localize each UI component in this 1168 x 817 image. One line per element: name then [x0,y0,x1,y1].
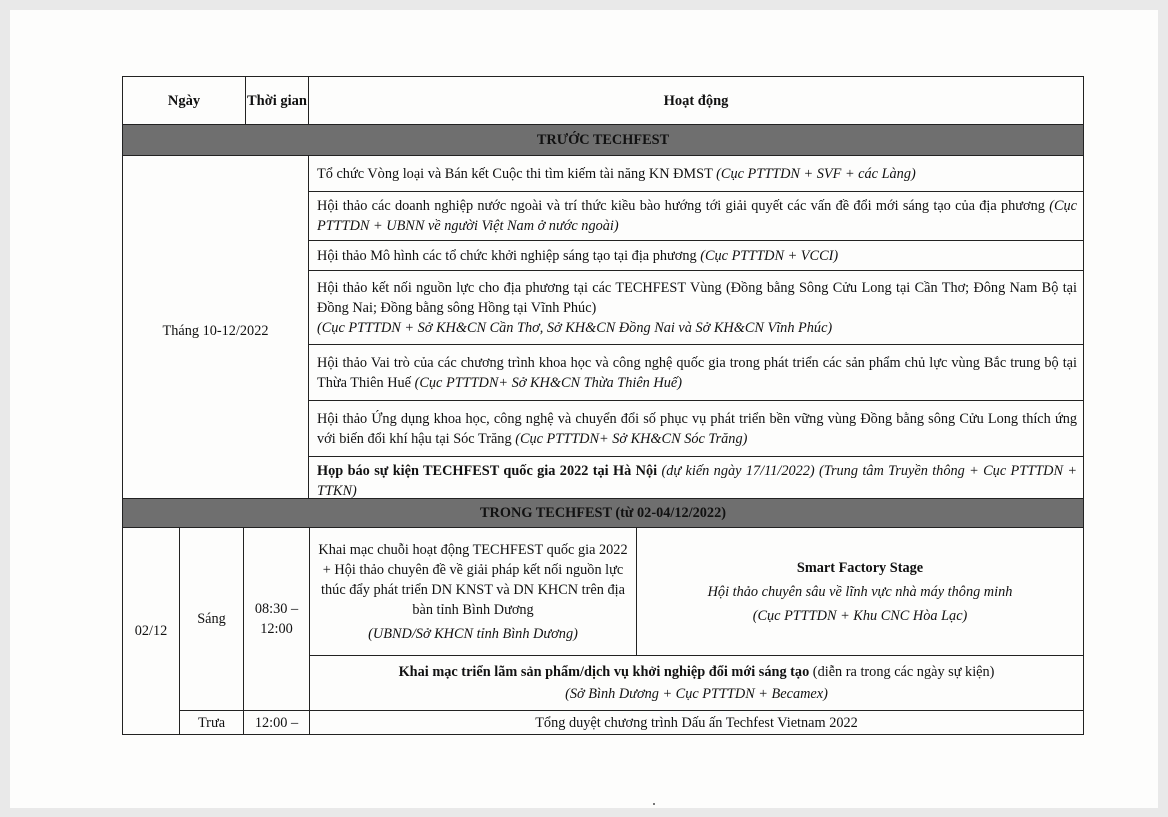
date-range: Tháng 10-12/2022 [123,156,309,506]
header-activity: Hoạt động [309,77,1084,125]
activity-row: Hội thảo kết nối nguồn lực cho địa phương tại các TECHFEST Vùng (Đồng bằng Sông Cửu Long tại Cần Thơ; Đông Nam Bộ tại Đồng Nai; Đồng bằng sông Hồng tại Vĩnh Phúc) (Cục PTTTDN + Sở KH&CN Cần Thơ, Sở KH&CN Đồng Nai và Sở KH&CN Vĩnh Phúc) [309,271,1084,345]
morning-label: Sáng [180,528,244,711]
schedule-table-during [122,498,1084,735]
stage-note: (Cục PTTTDN + Khu CNC Hòa Lạc) [752,607,968,624]
press-conference-row: Họp báo sự kiện TECHFEST quốc gia 2022 tại Hà Nội (dự kiến ngày 17/11/2022) (Trung tâm Truyền thông + Cục PTTTDN + TTKN) [309,457,1084,506]
opening-text: Khai mạc chuỗi hoạt động TECHFEST quốc gia 2022 + Hội thảo chuyên đề về giải pháp kết nối nguồn lực thúc đẩy phát triển DN KNST và DN KHCN trên địa bàn tỉnh Bình Dương [318,541,628,618]
stage-title: Smart Factory Stage [796,559,924,576]
page-mark [653,803,655,805]
header-time: Thời gian [246,77,309,125]
noon-activity: Tổng duyệt chương trình Dấu ấn Techfest Vietnam 2022 [310,711,1084,735]
header-date: Ngày [123,77,246,125]
smart-factory-stage [637,528,1084,656]
opening-note: (UBND/Sở KHCN tỉnh Bình Dương) [368,625,578,642]
section-title-during: TRONG TECHFEST (từ 02-04/12/2022) [123,499,1084,528]
noon-label: Trưa [180,711,244,735]
noon-time: 12:00 – [244,711,310,735]
activity-row: Hội thảo Mô hình các tổ chức khởi nghiệp sáng tạo tại địa phương (Cục PTTTDN + VCCI) [309,241,1084,271]
activity-row: Tổ chức Vòng loại và Bán kết Cuộc thi tìm kiếm tài năng KN ĐMST (Cục PTTTDN + SVF + các Làng) [309,156,1084,192]
activity-row: Hội thảo các doanh nghiệp nước ngoài và trí thức kiều bào hướng tới giải quyết các vấn đề đổi mới sáng tạo của địa phương (Cục PTTTDN + UBNN về người Việt Nam ở nước ngoài) [309,192,1084,241]
schedule-table-before [122,76,1084,506]
section-title-before: TRƯỚC TECHFEST [123,125,1084,156]
morning-time: 08:30 – 12:00 [244,528,310,711]
stage-desc: Hội thảo chuyên sâu về lĩnh vực nhà máy thông minh [707,583,1013,600]
opening-activity [310,528,637,656]
expo-opening: Khai mạc triển lãm sản phẩm/dịch vụ khởi nghiệp đổi mới sáng tạo (diễn ra trong các ngày sự kiện) (Sở Bình Dương + Cục PTTTDN + Becamex) [310,656,1084,711]
day-cell: 02/12 [123,528,180,735]
activity-row: Hội thảo Ứng dụng khoa học, công nghệ và chuyển đổi số phục vụ phát triển bền vững vùng Đồng bằng sông Cửu Long thích ứng với biến đổi khí hậu tại Sóc Trăng (Cục PTTTDN+ Sở KH&CN Sóc Trăng) [309,401,1084,457]
activity-row: Hội thảo Vai trò của các chương trình khoa học và công nghệ quốc gia trong phát triển các sản phẩm chủ lực vùng Bắc trung bộ tại Thừa Thiên Huế (Cục PTTTDN+ Sở KH&CN Thừa Thiên Huế) [309,345,1084,401]
